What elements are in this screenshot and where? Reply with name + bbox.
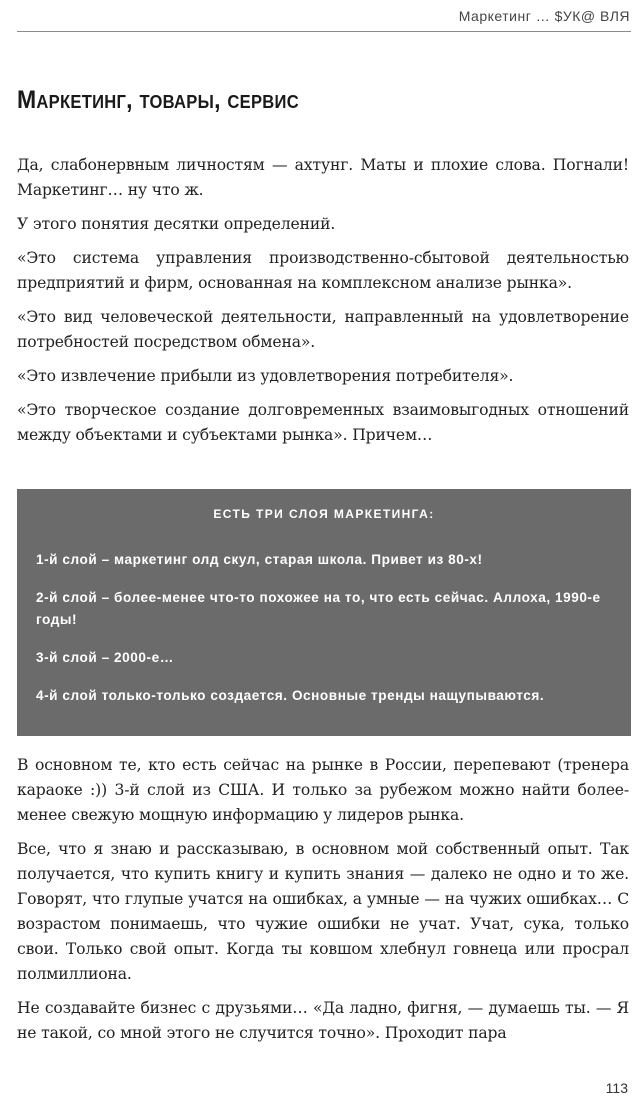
paragraph: «Это система управления производственно-сбытовой деятельностью предприятий и фирм, основанная на комплексном анализе рынка».	[17, 249, 629, 292]
paragraph: Все, что я знаю и рассказываю, в основном мой собственный опыт. Так получается, что купить книгу и купить знания — далеко не одно и то же. Говорят, что глупые учатся на ошибках, а умные — на чужих ошибках… С возрастом понимаешь, что чужие ошибки не учат. Учат, сука, только свои. Только свой опыт. Когда ты ковшом хлебнул говнеца или просрал полмиллиона.	[17, 840, 629, 983]
callout-item: 1-й слой – маркетинг олд скул, старая школа. Привет из 80-х!	[36, 552, 483, 567]
callout-title: ЕСТЬ ТРИ СЛОЯ МАРКЕТИНГА:	[213, 507, 435, 521]
paragraph: «Это извлечение прибыли из удовлетворения потребителя».	[17, 367, 514, 385]
page-number: 113	[605, 1080, 628, 1096]
header-rule	[17, 31, 631, 32]
callout-box	[17, 489, 631, 736]
paragraph: Не создавайте бизнес с друзьями… «Да ладно, фигня, — думаешь ты. — Я не такой, со мной этого не случится точно». Проходит пара	[17, 999, 629, 1042]
paragraph: Да, слабонервным личностям — ахтунг. Маты и плохие слова. Погнали! Маркетинг… ну что ж.	[17, 156, 629, 199]
paragraph: В основном те, кто есть сейчас на рынке в России, перепевают (тренера караоке :)) 3-й слой из США. И только за рубежом можно найти более-менее свежую мощную информацию у лидеров рынка.	[17, 756, 629, 824]
body-text-top	[17, 153, 629, 457]
body-text-bottom	[17, 753, 629, 1055]
chapter-title: Маркетинг, товары, сервис	[17, 86, 299, 114]
callout-item: 2-й слой – более-менее что-то похожее на то, что есть сейчас. Аллоха, 1990-е годы!	[36, 590, 601, 627]
paragraph: У этого понятия десятки определений.	[17, 215, 336, 233]
paragraph: «Это вид человеческой деятельности, направленный на удовлетворение потребностей посредством обмена».	[17, 308, 629, 351]
running-header: Маркетинг … $УК@ ВЛЯ	[458, 8, 630, 24]
callout-item: 4-й слой только-только создается. Основные тренды нащупываются.	[36, 688, 545, 703]
paragraph: «Это творческое создание долговременных взаимовыгодных отношений между объектами и субъектами рынка». Причем…	[17, 401, 629, 444]
callout-item: 3-й слой – 2000-е…	[36, 650, 174, 665]
